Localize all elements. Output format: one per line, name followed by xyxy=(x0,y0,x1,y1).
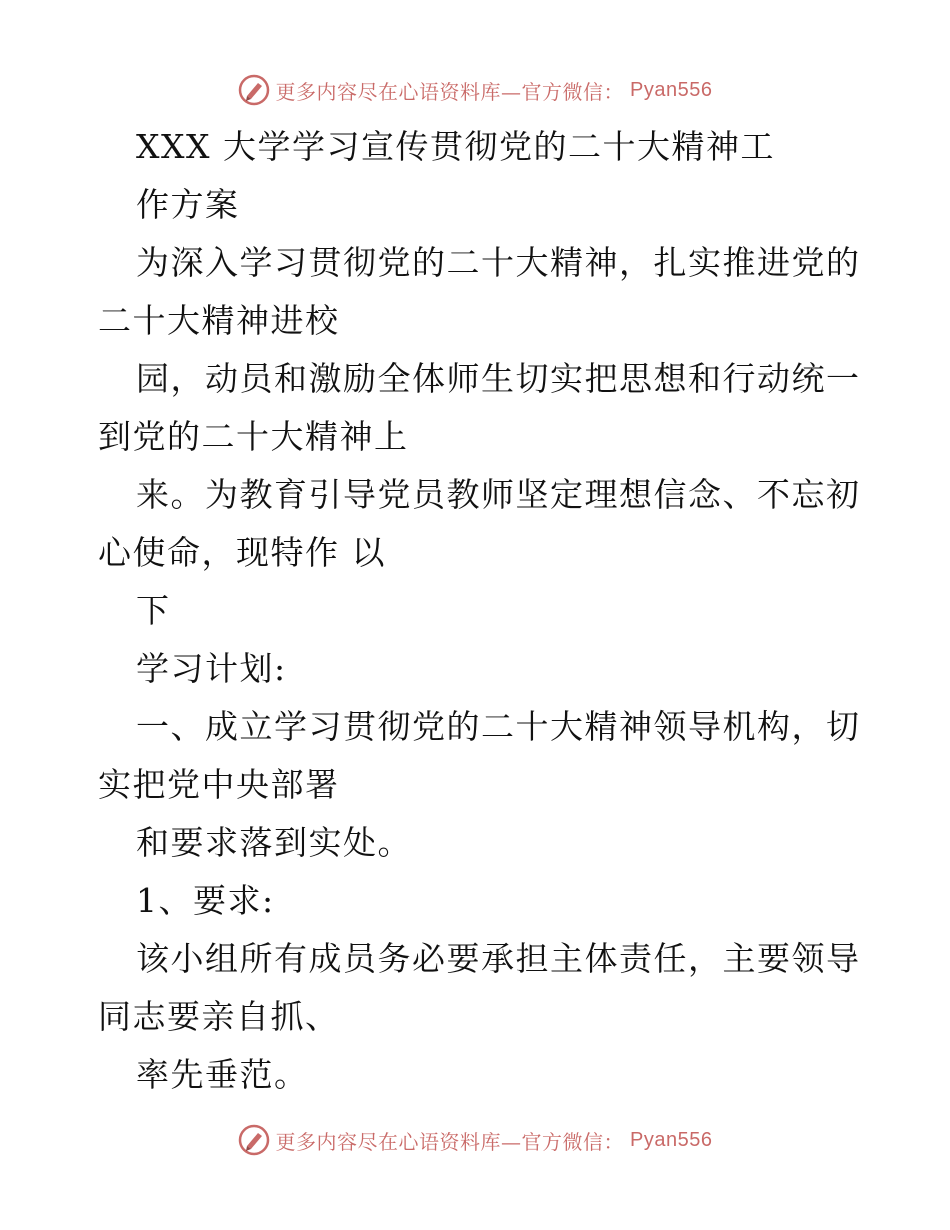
doc-line: 1、要求: xyxy=(136,881,275,920)
doc-line: 一、成立学习贯彻党的二十大精神领导机构，切 xyxy=(136,707,861,746)
doc-line: 作方案 xyxy=(136,185,240,224)
doc-line: 为深入学习贯彻党的二十大精神，扎实推进党的 xyxy=(136,243,861,282)
doc-line: 来。为教育引导党员教师坚定理想信念、不忘初 xyxy=(136,475,861,514)
doc-line: 和要求落到实处。 xyxy=(136,823,412,862)
header-watermark xyxy=(0,70,950,110)
watermark-text: 更多内容尽在心语资料库—官方微信： xyxy=(275,79,625,104)
doc-line: 该小组所有成员务必要承担主体责任，主要领导 xyxy=(136,939,861,978)
document-body xyxy=(98,118,861,1104)
doc-line: 园，动员和激励全体师生切实把思想和行动统一 xyxy=(136,359,861,398)
doc-line: 下 xyxy=(136,591,171,630)
pen-logo-icon xyxy=(238,74,270,106)
watermark-handle: Pyan556 xyxy=(630,78,713,101)
doc-line: 到党的二十大精神上 xyxy=(98,417,409,456)
doc-line: 学习计划: xyxy=(136,649,287,688)
doc-line: 同志要亲自抓、 xyxy=(98,997,340,1036)
doc-line: 率先垂范。 xyxy=(136,1055,309,1094)
doc-line: 二十大精神进校 xyxy=(98,301,340,340)
footer-watermark xyxy=(0,1120,950,1160)
watermark-text: 更多内容尽在心语资料库—官方微信： xyxy=(275,1129,625,1154)
watermark-handle: Pyan556 xyxy=(630,1128,713,1151)
doc-line: 心使命，现特作 以 xyxy=(98,533,386,572)
doc-line: 实把党中央部署 xyxy=(98,765,340,804)
pen-logo-icon xyxy=(238,1124,270,1156)
doc-line: XXX 大学学习宣传贯彻党的二十大精神工 xyxy=(136,127,775,166)
